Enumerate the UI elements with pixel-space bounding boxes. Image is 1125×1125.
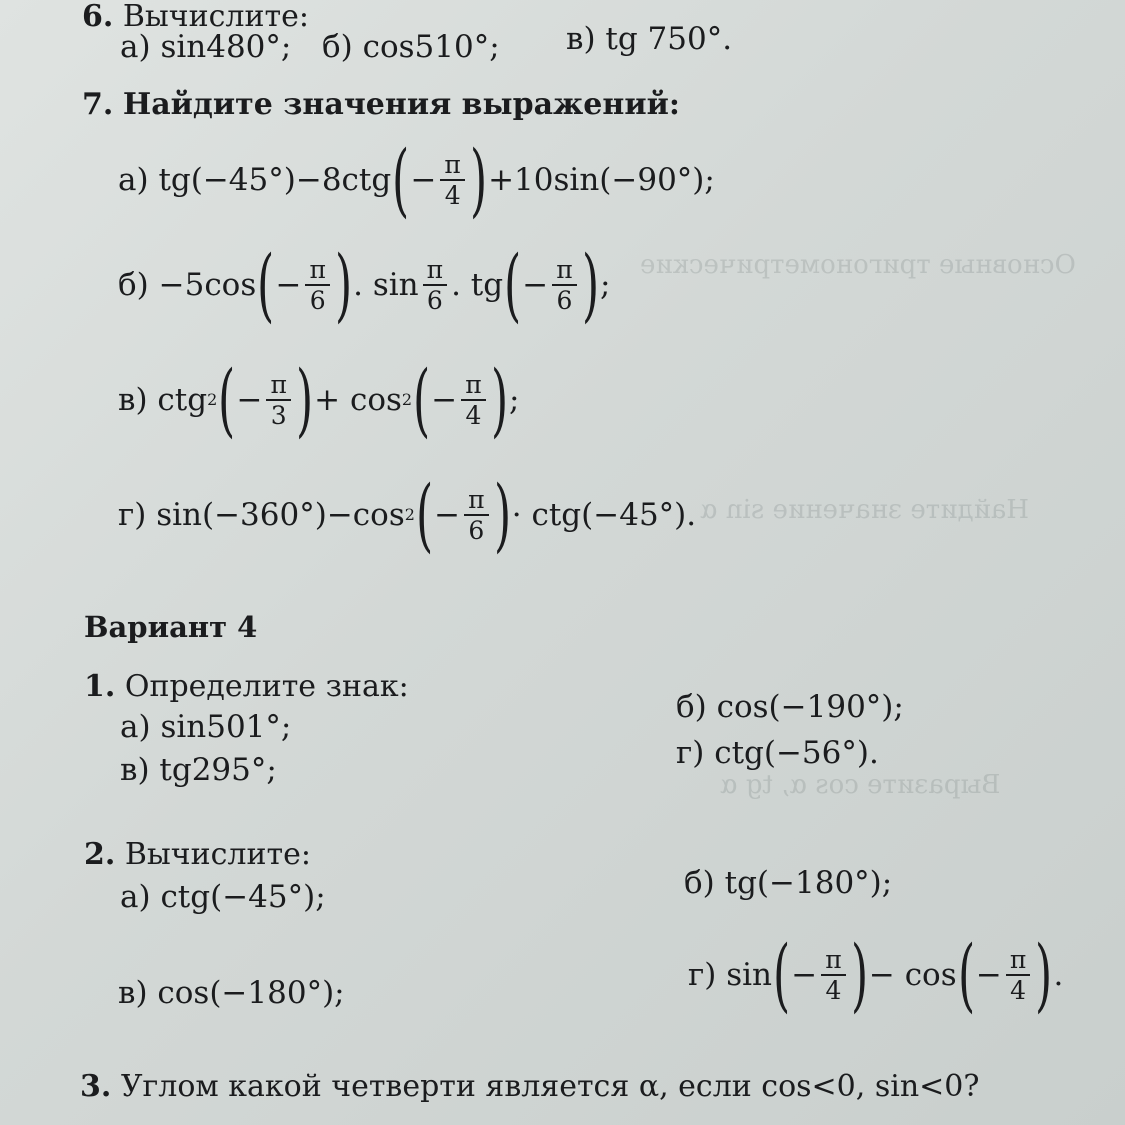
fraction: $\frac{\pi}{6}$	[305, 257, 329, 313]
task-7-item-b: б) −5cos ( − $\frac{\pi}{6}$ ) . sin $\frac{\pi}{6}$ . tg ( − $\frac{\pi}{6}$ ) ;	[118, 238, 611, 331]
v4-task-2-item-a: а) ctg(−45°);	[120, 879, 326, 915]
task-6-item-a: а) sin480°;	[120, 29, 292, 65]
v4-task-3: 3. Углом какой четверти является α, если cos<0, sin<0?	[80, 1069, 980, 1104]
task-6-item-c: в) tg 750°.	[566, 21, 733, 57]
variant-title: Вариант 4	[84, 610, 258, 644]
task-7-item-a: а) tg(−45°)−8ctg ( − $\frac{\pi}{4}$ ) +10sin(−90°);	[118, 133, 715, 226]
v4-task-2-item-d: г) sin ( − $\frac{\pi}{4}$ ) − cos ( − $\frac{\pi}{4}$ ) .	[688, 928, 1064, 1021]
fraction: $\frac{\pi}{4}$	[440, 152, 464, 208]
task-7-item-d: г) sin(−360°)−cos 2 ( − $\frac{\pi}{6}$ ) · ctg(−45°).	[118, 468, 697, 561]
v4-task-2-item-c: в) cos(−180°);	[118, 975, 345, 1011]
v4-task-1-item-b: б) cos(−190°);	[676, 689, 904, 725]
v4-task-1-item-d: г) ctg(−56°).	[676, 735, 879, 771]
show-through-text: Выразите cos α, tg α	[720, 770, 1001, 800]
fraction: $\frac{\pi}{3}$	[266, 372, 290, 428]
fraction: $\frac{\pi}{6}$	[464, 487, 488, 543]
fraction: $\frac{\pi}{4}$	[821, 947, 845, 1003]
v4-task-1-item-a: а) sin501°;	[120, 709, 292, 745]
task-6-heading: 6. Вычислите:	[82, 0, 309, 34]
fraction: $\frac{\pi}{6}$	[552, 257, 576, 313]
fraction: $\frac{\pi}{4}$	[461, 372, 485, 428]
v4-task-1-heading: 1. Определите знак:	[84, 669, 409, 704]
v4-task-2-heading: 2. Вычислите:	[84, 837, 311, 872]
fraction: $\frac{\pi}{6}$	[423, 257, 447, 313]
fraction: $\frac{\pi}{4}$	[1006, 947, 1030, 1003]
show-through-text: Найдите значение sin α	[700, 495, 1029, 525]
task-6-item-b: б) cos510°;	[322, 29, 500, 65]
v4-task-1-item-c: в) tg295°;	[120, 752, 277, 788]
task-7-item-c: в) ctg 2 ( − $\frac{\pi}{3}$ ) + cos 2 ( − $\frac{\pi}{4}$ ) ;	[118, 353, 520, 446]
show-through-text: Основные тригонометрические	[640, 250, 1076, 280]
v4-task-2-item-b: б) tg(−180°);	[684, 865, 893, 901]
task-7-heading: 7. Найдите значения выражений:	[82, 87, 680, 122]
